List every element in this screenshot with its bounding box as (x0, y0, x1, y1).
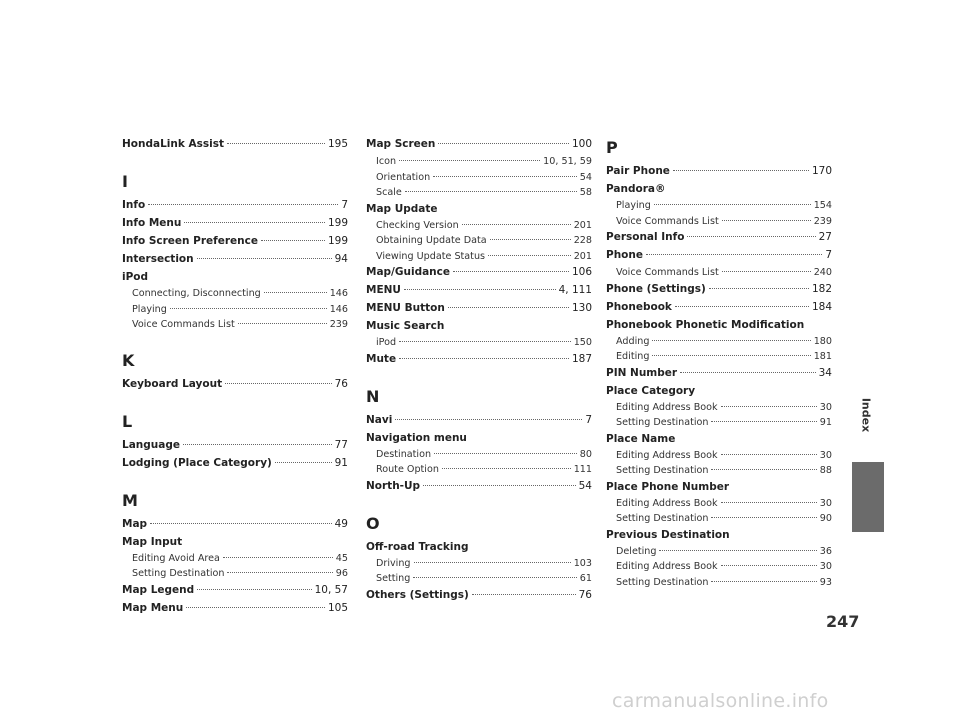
dot-leader (184, 222, 325, 223)
entry-title: Adding (616, 335, 650, 347)
index-entry[interactable] (366, 138, 592, 156)
page-reference[interactable]: 76 (334, 377, 348, 390)
index-entry[interactable] (366, 302, 592, 320)
dot-leader (433, 176, 577, 177)
index-entry[interactable] (122, 138, 348, 156)
page-reference[interactable]: 182 (811, 282, 832, 295)
page-reference[interactable]: 228 (573, 235, 592, 246)
page-reference[interactable]: 239 (329, 319, 348, 330)
entry-title: Voice Commands List (132, 319, 235, 330)
index-subentry[interactable] (606, 498, 832, 514)
dot-leader (462, 224, 571, 225)
page-reference[interactable]: 106 (571, 266, 592, 278)
dot-leader (148, 204, 338, 205)
index-subentry[interactable] (606, 561, 832, 577)
dot-leader (680, 372, 816, 373)
page-reference[interactable]: 91 (334, 456, 348, 469)
entry-title: Off-road Tracking (366, 540, 469, 553)
index-entry[interactable] (122, 199, 348, 217)
entry-title: Playing (132, 303, 167, 315)
dot-leader (227, 572, 332, 573)
dot-leader (238, 323, 327, 324)
entry-title: Phone (Settings) (606, 282, 706, 295)
entry-title: Map Update (366, 202, 438, 215)
entry-title: Scale (376, 187, 402, 198)
entry-title: Deleting (616, 545, 657, 557)
index-subentry[interactable] (122, 319, 348, 335)
entry-title: Pair Phone (606, 165, 670, 177)
page-reference[interactable]: 239 (813, 215, 832, 227)
entry-title: iPod (122, 271, 149, 283)
entry-title: Editing (616, 351, 650, 362)
index-subentry[interactable] (122, 553, 348, 569)
entry-title: Icon (376, 156, 397, 167)
index-entry[interactable] (122, 518, 348, 536)
dot-leader (448, 307, 569, 308)
entry-title: Map Menu (122, 601, 184, 614)
dot-leader (264, 292, 327, 293)
page-reference[interactable]: 111 (573, 464, 592, 475)
page-reference[interactable]: 10, 57 (314, 583, 348, 596)
watermark: carmanualsonline.info (612, 690, 829, 712)
dot-leader (711, 469, 816, 470)
index-subentry[interactable] (366, 464, 592, 480)
dot-leader (434, 453, 577, 454)
page-reference[interactable]: 54 (579, 171, 592, 183)
page-reference[interactable]: 4, 111 (558, 284, 592, 296)
page-reference[interactable]: 58 (579, 187, 592, 198)
index-subentry[interactable] (366, 187, 592, 203)
dot-leader (711, 517, 816, 518)
entry-title: MENU Button (366, 302, 445, 314)
index-subentry[interactable] (606, 417, 832, 433)
page-reference[interactable]: 170 (811, 165, 832, 177)
index-subentry[interactable] (606, 200, 832, 216)
page-reference[interactable]: 30 (819, 497, 832, 509)
dot-leader (183, 444, 332, 445)
index-entry[interactable] (366, 589, 592, 607)
index-subentry[interactable] (606, 513, 832, 529)
index-entry[interactable] (366, 414, 592, 432)
dot-leader (186, 607, 325, 608)
page-reference[interactable]: 146 (329, 288, 348, 299)
dot-leader (225, 383, 332, 384)
entry-title: Lodging (Place Category) (122, 456, 272, 469)
entry-title: Music Search (366, 320, 445, 332)
page-reference[interactable]: 180 (813, 335, 832, 347)
dot-leader (722, 271, 811, 272)
entry-title: Keyboard Layout (122, 377, 223, 390)
index-subentry[interactable] (606, 216, 832, 232)
dot-leader (709, 288, 809, 289)
entry-title: Setting Destination (616, 576, 709, 588)
page-reference[interactable]: 240 (813, 267, 832, 278)
page-reference[interactable]: 88 (819, 465, 832, 476)
index-entry[interactable] (366, 284, 592, 302)
entry-title: Checking Version (376, 219, 459, 231)
page-reference[interactable]: 181 (813, 351, 832, 362)
page-reference[interactable]: 49 (334, 517, 348, 530)
index-entry (606, 385, 832, 402)
dot-leader (197, 589, 311, 590)
page-reference[interactable]: 30 (819, 561, 832, 572)
index-entry[interactable] (606, 367, 832, 385)
section-letter: I (122, 172, 128, 191)
dot-leader (722, 220, 811, 221)
entry-title: Connecting, Disconnecting (132, 288, 261, 299)
entry-title: Editing Avoid Area (132, 552, 220, 564)
page-reference[interactable]: 34 (818, 366, 832, 379)
dot-leader (414, 562, 571, 563)
page-reference[interactable]: 30 (819, 449, 832, 461)
index-entry[interactable] (606, 249, 832, 267)
entry-title: Phonebook Phonetic Modification (606, 318, 805, 331)
section-letter: N (366, 386, 380, 406)
page-reference[interactable]: 30 (819, 401, 832, 413)
index-subentry[interactable] (366, 220, 592, 236)
dot-leader (227, 143, 325, 144)
index-entry (366, 432, 592, 449)
entry-title: Navigation menu (366, 431, 467, 444)
index-subentry[interactable] (366, 235, 592, 251)
entry-title: Driving (376, 557, 411, 569)
dot-leader (453, 271, 569, 272)
dot-leader (490, 239, 571, 240)
page-reference[interactable]: 201 (573, 250, 592, 262)
index-subentry[interactable] (606, 402, 832, 418)
page-reference[interactable]: 27 (818, 231, 832, 243)
index-entry[interactable] (606, 301, 832, 319)
index-subentry[interactable] (366, 156, 592, 172)
entry-title: HondaLink Assist (122, 138, 224, 150)
entry-title: Map Screen (366, 138, 436, 150)
index-entry (122, 536, 348, 553)
index-entry[interactable] (606, 283, 832, 301)
entry-title: Info Menu (122, 217, 182, 229)
entry-title: Setting Destination (132, 568, 225, 579)
entry-title: Info Screen Preference (122, 235, 258, 247)
index-subentry[interactable] (122, 288, 348, 304)
page-reference[interactable]: 154 (813, 200, 832, 211)
index-subentry[interactable] (122, 568, 348, 584)
index-subentry[interactable] (606, 351, 832, 367)
entry-title: PIN Number (606, 366, 678, 379)
page-reference[interactable]: 7 (825, 249, 832, 261)
page-reference[interactable]: 45 (335, 552, 348, 564)
entry-title: Destination (376, 448, 432, 460)
dot-leader (711, 581, 816, 582)
page-reference[interactable]: 195 (327, 138, 348, 150)
index-subentry[interactable] (606, 450, 832, 466)
dot-leader (646, 254, 822, 255)
dot-leader (721, 565, 817, 566)
entry-title: Personal Info (606, 231, 685, 243)
page-reference[interactable]: 96 (335, 568, 348, 579)
dot-leader (150, 523, 332, 524)
entry-title: Others (Settings) (366, 588, 469, 601)
dot-leader (261, 240, 325, 241)
page-reference[interactable]: 187 (571, 352, 592, 365)
dot-leader (170, 308, 327, 309)
index-entry[interactable] (122, 602, 348, 620)
index-entry (606, 529, 832, 546)
page-reference[interactable]: 100 (571, 138, 592, 150)
index-column-3 (606, 138, 832, 592)
index-entry (122, 271, 348, 288)
entry-title: Voice Commands List (616, 267, 719, 278)
entry-title: Place Name (606, 432, 676, 445)
index-side-label: Index (859, 397, 873, 433)
page-reference[interactable]: 7 (585, 413, 592, 426)
dot-leader (721, 502, 817, 503)
index-column-2 (366, 138, 592, 607)
section-letter: L (122, 411, 133, 431)
index-entry[interactable] (366, 480, 592, 498)
entry-title: North-Up (366, 479, 421, 492)
entry-title: Setting Destination (616, 465, 709, 476)
dot-leader (438, 143, 569, 144)
index-entry (366, 541, 592, 558)
entry-title: Map Legend (122, 583, 195, 596)
page-reference[interactable]: 103 (573, 557, 592, 569)
entry-title: Map Input (122, 535, 183, 548)
index-subentry[interactable] (366, 558, 592, 574)
entry-title: Setting Destination (616, 513, 709, 524)
section-letter: P (606, 138, 618, 157)
entry-title: Obtaining Update Data (376, 235, 487, 246)
dot-leader (721, 406, 817, 407)
index-entry[interactable] (366, 353, 592, 371)
page-reference[interactable]: 80 (579, 448, 592, 460)
index-entry[interactable] (122, 378, 348, 396)
dot-leader (659, 550, 816, 551)
index-side-tab[interactable] (852, 462, 884, 532)
dot-leader (399, 160, 540, 161)
page-reference[interactable]: 201 (573, 219, 592, 231)
index-subentry[interactable] (606, 267, 832, 283)
page-reference[interactable]: 93 (819, 576, 832, 588)
entry-title: Phonebook (606, 300, 672, 313)
dot-leader (423, 485, 576, 486)
section-letter: K (122, 350, 135, 370)
index-entry (606, 433, 832, 450)
index-subentry[interactable] (366, 449, 592, 465)
dot-leader (399, 341, 571, 342)
entry-title: Map (122, 517, 148, 530)
index-entry[interactable] (122, 235, 348, 253)
page-reference[interactable]: 61 (579, 573, 592, 584)
index-entry[interactable] (122, 253, 348, 271)
page-reference[interactable]: 10, 51, 59 (543, 156, 592, 167)
dot-leader (472, 594, 576, 595)
entry-title: Editing Address Book (616, 401, 718, 413)
entry-title: Setting Destination (616, 417, 709, 428)
page-reference[interactable]: 36 (819, 545, 832, 557)
dot-leader (395, 419, 582, 420)
index-entry[interactable] (366, 266, 592, 284)
page-number: 247 (826, 612, 860, 631)
index-subentry[interactable] (366, 251, 592, 267)
entry-title: Pandora® (606, 183, 666, 195)
dot-leader (488, 255, 571, 256)
index-column-1 (122, 138, 348, 620)
dot-leader (673, 170, 809, 171)
dot-leader (399, 358, 569, 359)
index-entry[interactable] (122, 457, 348, 475)
entry-title: Place Category (606, 384, 696, 397)
dot-leader (675, 306, 809, 307)
entry-title: Mute (366, 352, 397, 365)
dot-leader (711, 421, 816, 422)
dot-leader (654, 204, 811, 205)
index-subentry[interactable] (606, 336, 832, 352)
page-reference[interactable]: 146 (329, 303, 348, 315)
entry-title: Playing (616, 200, 651, 211)
index-subentry[interactable] (366, 337, 592, 353)
entry-title: Previous Destination (606, 528, 730, 541)
index-entry[interactable] (122, 439, 348, 457)
page-reference[interactable]: 76 (578, 588, 592, 601)
dot-leader (687, 236, 815, 237)
entry-title: iPod (376, 337, 397, 348)
section-letter: O (366, 513, 380, 533)
page-reference[interactable]: 54 (578, 479, 592, 492)
page-reference[interactable]: 7 (341, 199, 348, 211)
index-entry (366, 320, 592, 337)
entry-title: Viewing Update Status (376, 250, 486, 262)
index-subentry[interactable] (366, 172, 592, 188)
entry-title: Intersection (122, 253, 194, 265)
entry-title: Editing Address Book (616, 561, 718, 572)
entry-title: Route Option (376, 464, 439, 475)
entry-title: Map/Guidance (366, 266, 450, 278)
page-reference[interactable]: 105 (327, 601, 348, 614)
index-subentry[interactable] (366, 573, 592, 589)
page-reference[interactable]: 199 (327, 235, 348, 247)
index-entry (606, 183, 832, 200)
entry-title: Editing Address Book (616, 449, 718, 461)
entry-title: Voice Commands List (616, 215, 719, 227)
page-reference[interactable]: 199 (327, 217, 348, 229)
index-subentry[interactable] (122, 304, 348, 320)
entry-title: Language (122, 438, 180, 451)
dot-leader (652, 355, 810, 356)
index-entry[interactable] (122, 584, 348, 602)
page-reference[interactable]: 90 (819, 513, 832, 524)
index-entry[interactable] (122, 217, 348, 235)
entry-title: Editing Address Book (616, 497, 718, 509)
index-entry (606, 481, 832, 498)
index-entry[interactable] (606, 165, 832, 183)
entry-title: MENU (366, 284, 401, 296)
dot-leader (197, 258, 332, 259)
dot-leader (442, 468, 571, 469)
dot-leader (275, 462, 332, 463)
page-reference[interactable]: 91 (819, 417, 832, 428)
index-entry[interactable] (606, 231, 832, 249)
entry-title: Place Phone Number (606, 480, 730, 493)
page-reference[interactable]: 130 (571, 302, 592, 314)
entry-title: Info (122, 199, 146, 211)
index-subentry[interactable] (606, 577, 832, 593)
dot-leader (404, 289, 556, 290)
entry-title: Orientation (376, 171, 431, 183)
dot-leader (223, 557, 333, 558)
index-subentry[interactable] (606, 465, 832, 481)
page-reference[interactable]: 77 (334, 438, 348, 451)
entry-title: Setting (376, 573, 411, 584)
entry-title: Phone (606, 249, 643, 261)
index-entry (366, 203, 592, 220)
page-reference[interactable]: 184 (811, 300, 832, 313)
section-letter: M (122, 490, 138, 510)
dot-leader (413, 577, 576, 578)
dot-leader (405, 191, 577, 192)
dot-leader (652, 340, 810, 341)
entry-title: Navi (366, 413, 393, 426)
page-reference[interactable]: 150 (573, 337, 592, 348)
index-entry (606, 319, 832, 336)
dot-leader (721, 454, 817, 455)
index-subentry[interactable] (606, 546, 832, 562)
page-reference[interactable]: 94 (334, 253, 348, 265)
